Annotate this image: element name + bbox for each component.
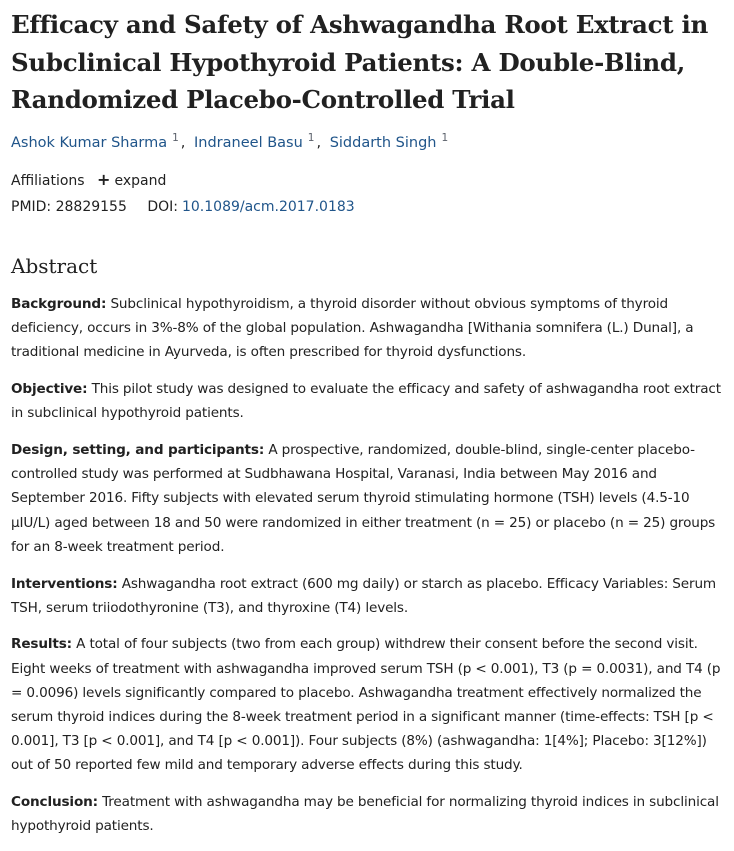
section-text: A prospective, randomized, double-blind, single-center placebo-controlled study was performed at Sudbhawana Hospital, Varanasi, India between May 2016 and September 2016. Fifty subjects with elevated serum thyroid stimulating hormone (TSH) levels (4.5-10 μIU/L) aged between 18 and 50 were randomized in either treatment (n = 25) or placebo (n = 25) groups for an 8-week treatment period.: [11, 442, 716, 555]
abstract-section-design: [11, 438, 726, 559]
pmid-value: 28829155: [55, 199, 127, 215]
title-line: Randomized Placebo-Controlled Trial: [11, 85, 515, 114]
title-line: Subclinical Hypothyroid Patients: A Double-Blind,: [11, 47, 685, 77]
section-text: Subclinical hypothyroidism, a thyroid disorder without obvious symptoms of thyroid deficiency, occurs in 3%-8% of the global population. Ashwagandha [Withania somnifera (L.) Dunal], a traditional medicine in Ayurveda, is often prescribed for thyroid dysfunctions.: [11, 296, 694, 361]
affiliations-label: Affiliations: [11, 173, 85, 189]
expand-label: expand: [114, 173, 167, 189]
identifiers-row: [11, 197, 355, 217]
doi-label: DOI:: [147, 199, 178, 215]
section-label: Design, setting, and participants:: [11, 442, 265, 459]
article-title: [11, 6, 726, 119]
affiliations-row: [11, 170, 166, 191]
abstract-section-objective: [11, 377, 726, 425]
pmid-label: PMID:: [11, 199, 52, 215]
affiliation-ref[interactable]: 1: [172, 132, 179, 144]
expand-affiliations-button[interactable]: [97, 170, 166, 191]
abstract-section-results: [11, 632, 726, 777]
section-text: A total of four subjects (two from each group) withdrew their consent before the second visit. Eight weeks of treatment with ashwagandha improved serum TSH (p < 0.001), T3 (p = 0.0031), and T4 (p = 0.0096) levels significantly compared to placebo. Ashwagandha treatment effectively normalized the serum thyroid indices during the 8-week treatment period in a significant manner (time-effects: TSH [p < 0.001], T3 [p < 0.001], and T4 [p < 0.001]). Four subjects (8%) (ashwagandha: 1[4%]; Placebo: 3[12%]) out of 50 reported few mild and temporary adverse effects during this study.: [11, 636, 721, 774]
section-text: Treatment with ashwagandha may be beneficial for normalizing thyroid indices in subclinical hypothyroid patients.: [11, 794, 719, 835]
abstract-body: [11, 292, 726, 851]
abstract-section-background: [11, 292, 726, 365]
section-label: Interventions:: [11, 575, 118, 592]
title-line: Efficacy and Safety of Ashwagandha Root Extract in: [11, 10, 708, 39]
affiliation-ref[interactable]: 1: [307, 132, 315, 144]
doi-link[interactable]: 10.1089/acm.2017.0183: [181, 199, 355, 215]
author-link[interactable]: Ashok Kumar Sharma: [11, 135, 168, 151]
section-label: Objective:: [11, 381, 88, 398]
author-separator: ,: [316, 135, 322, 151]
section-label: Conclusion:: [11, 794, 98, 811]
abstract-section-conclusion: [11, 790, 726, 838]
author-separator: ,: [180, 135, 186, 151]
section-text: Ashwagandha root extract (600 mg daily) or starch as placebo. Efficacy Variables: Serum TSH, serum triiodothyronine (T3), and thyroxine (T4) levels.: [11, 575, 716, 616]
abstract-section-interventions: [11, 572, 726, 620]
author-link[interactable]: Siddarth Singh: [329, 135, 437, 151]
author-list: [11, 133, 454, 154]
author-link[interactable]: Indraneel Basu: [194, 135, 303, 151]
affiliation-ref[interactable]: 1: [441, 132, 449, 144]
section-label: Results:: [11, 636, 72, 653]
section-label: Background:: [11, 296, 107, 312]
section-text: This pilot study was designed to evaluate the efficacy and safety of ashwagandha root extract in subclinical hypothyroid patients.: [11, 381, 721, 422]
plus-icon: +: [97, 170, 111, 189]
abstract-heading: Abstract: [11, 254, 98, 278]
